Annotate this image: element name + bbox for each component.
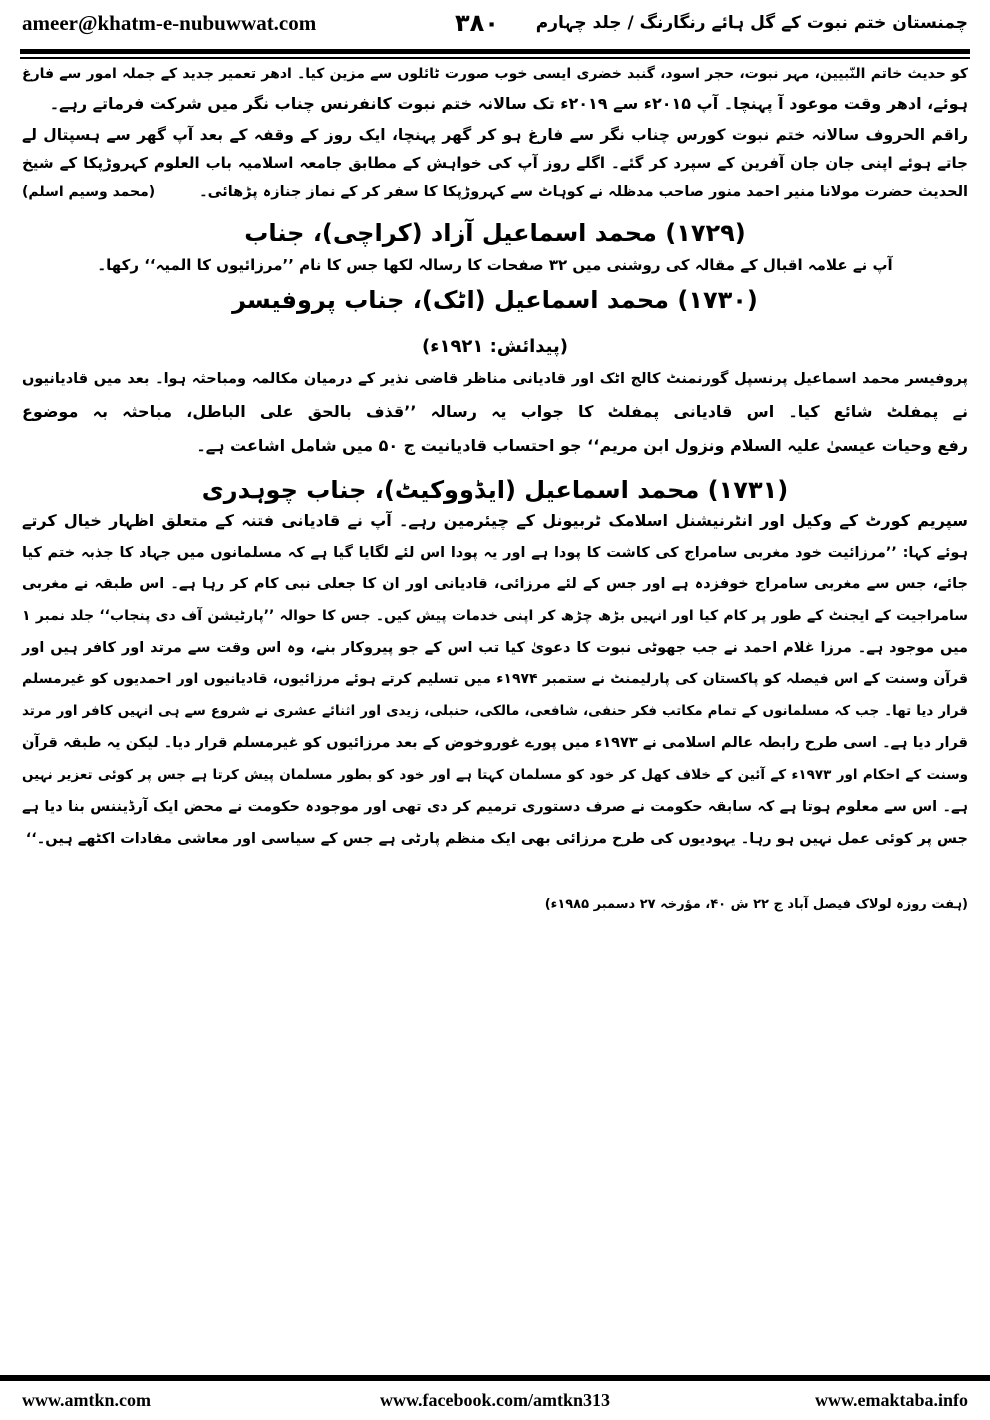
body-line: قرآن وسنت کے اس فیصلہ کو پاکستان کی پارلیمنٹ نے ستمبر ۱۹۷۴ء میں تسلیم کرتے ہوئے مرزائیوں، قادیانیوں اور احمدیوں کو غیرمسلم [22, 671, 968, 687]
book-title: چمنستان ختم نبوت کے گل ہائے رنگارنگ / جلد چہارم [535, 13, 968, 33]
body-line: قرار دیا تھا۔ جب کہ مسلمانوں کے تمام مکاتب فکر حنفی، شافعی، مالکی، حنبلی، زیدی اور اثنائے عشری نے شروع سے ہی انہیں کافر اور مرتد [22, 703, 968, 719]
body-line: الحدیث حضرت مولانا منیر احمد منور صاحب مدظلہ نے کوہاٹ سے کہروڑپکا کا سفر کر کے نماز جنازہ پڑھائی۔ [199, 184, 968, 200]
header-email: ameer@khatm-e-nubuwwat.com [22, 11, 317, 35]
body-line: جس پر کوئی عمل نہیں ہو رہا۔ یہودیوں کی طرح مرزائی بھی ایک منظم پارٹی ہے جس کے سیاسی اور معاشی مفادات اکٹھے ہیں۔‘‘ [25, 831, 968, 847]
body-line: ہے۔ اس سے معلوم ہوتا ہے کہ سابقہ حکومت نے صرف دستوری ترمیم کر دی تھی اور موجودہ حکومت نے محض ایک آرڈیننس بنا دیا ہے [22, 799, 968, 815]
body-line: ہوئے، ادھر وقت موعود آ پہنچا۔ آپ ۲۰۱۵ء سے ۲۰۱۹ء تک سالانہ ختم نبوت کانفرنس چناب نگر میں شرکت فرماتے رہے۔ [49, 94, 968, 113]
body-line: قرار دیا ہے۔ اسی طرح رابطہ عالم اسلامی نے ۱۹۷۳ء میں پورے غوروخوض کے بعد مرزائیوں کو غیرمسلم قرار دیا۔ لیکن یہ طبقہ قرآن [22, 735, 968, 751]
body-line: میں موجود ہے۔ مرزا غلام احمد نے جب جھوٹی نبوت کا دعویٰ کیا تب اس کے جو پیروکار بنے، وہ اس وقت سے مرتد اور کافر ہیں اور [22, 640, 968, 656]
entry-subheading: (پیدائش: ۱۹۲۱ء) [422, 336, 568, 357]
footer-rule [0, 1375, 990, 1381]
body-line: آپ نے علامہ اقبال کے مقالہ کی روشنی میں ۳۲ صفحات کا رسالہ لکھا جس کا نام ’’مرزائیوں کا المیہ‘‘ رکھا۔ [97, 256, 893, 274]
body-line: جاتے ہوئے اپنی جان جان آفرین کے سپرد کر گئے۔ اگلے روز آپ کی خواہش کے مطابق جامعہ اسلامیہ باب العلوم کہروڑپکا کے شیخ [22, 154, 968, 172]
body-line: ہوئے کہا: ’’مرزائیت خود مغربی سامراج کی کاشت کا پودا ہے اور یہ پودا اس لئے لگایا گیا ہے کہ مسلمانوں میں جہاد کا جذبہ ختم کیا [22, 545, 968, 561]
body-line: پروفیسر محمد اسماعیل پرنسپل گورنمنٹ کالج اٹک اور قادیانی مناظر قاضی نذیر کے درمیان مکالمہ ومباحثہ ہوا۔ بعد میں قادیانیوں [22, 371, 968, 387]
body-line: جائے، جس سے مغربی سامراج خوفزدہ ہے اور جس کے لئے مرزائی، قادیانی اور ان کا جعلی نبی کام کر رہا ہے۔ اس طبقہ نے مغربی [22, 576, 968, 592]
body-line: نے پمفلٹ شائع کیا۔ اس قادیانی پمفلٹ کا جواب یہ رسالہ ’’قذف بالحق علی الباطل، مباحثہ بہ موضوع [22, 402, 968, 421]
body-line: سامراجیت کے ایجنٹ کے طور پر کام کیا اور انہیں بڑھ چڑھ کر اپنی خدمات پیش کیں۔ جس کا حوالہ ’’پارٹیشن آف دی پنجاب‘‘ جلد نمبر ۱ [22, 608, 968, 624]
body-line: سپریم کورٹ کے وکیل اور انٹرنیشنل اسلامک ٹربیونل کے چیئرمین رہے۔ آپ نے قادیانی فتنہ کے متعلق اظہار خیال کرتے [22, 511, 968, 530]
footer-link-facebook[interactable]: www.facebook.com/amtkn313 [380, 1390, 610, 1410]
author-signature: (محمد وسیم اسلم) [22, 184, 156, 200]
body-line: رفع وحیات عیسیٰ علیہ السلام ونزول ابن مریم‘‘ جو احتساب قادیانیت ج ۵۰ میں شامل اشاعت ہے۔ [196, 436, 968, 455]
footer-link-website[interactable]: www.amtkn.com [22, 1390, 151, 1410]
body-line: کو حدیث خاتم النّبیین، مہر نبوت، حجر اسود، گنبد خضری ایسی خوب صورت ٹائلوں سے مزین کیا۔ ادھر تعمیر جدید کے جملہ امور سے فارغ [22, 66, 968, 82]
page-number: ۳۸۰ [455, 9, 499, 37]
entry-heading: (۱۷۳۰) محمد اسماعیل (اٹک)، جناب پروفیسر [232, 286, 758, 314]
entry-heading: (۱۷۳۱) محمد اسماعیل (ایڈووکیٹ)، جناب چوہدری [201, 476, 789, 504]
entry-heading: (۱۷۲۹) محمد اسماعیل آزاد (کراچی)، جناب [244, 219, 746, 247]
body-line: وسنت کے احکام اور ۱۹۷۳ء کے آئین کے خلاف کھل کر خود کو مسلمان کہتا ہے اور خود کو بطور مسلمان پیش کرتا ہے جس پر کوئی تعزیر نہیں [22, 767, 968, 783]
citation: (ہفت روزہ لولاک فیصل آباد ج ۲۲ ش ۴۰، مؤرخہ ۲۷ دسمبر ۱۹۸۵ء) [544, 897, 968, 912]
header-rule [20, 49, 970, 54]
footer-link-emaktaba[interactable]: www.emaktaba.info [814, 1390, 968, 1410]
body-line: راقم الحروف سالانہ ختم نبوت کورس چناب نگر سے فارغ ہو کر گھر پہنچا، ایک روز کے وقفہ کے بعد آپ گھر سے ہسپتال لے [22, 126, 968, 144]
